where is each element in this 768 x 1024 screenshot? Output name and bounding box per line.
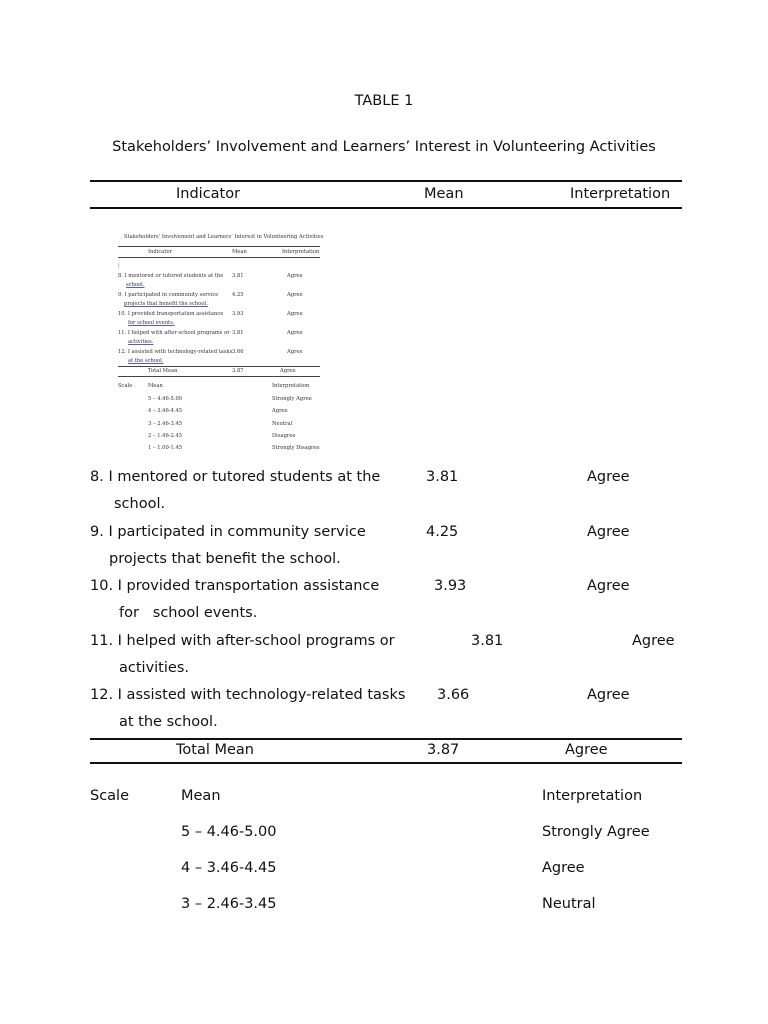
- thumb-total-label: Total Mean: [148, 368, 178, 374]
- table-thumbnail-image: Stakeholders’ Involvement and Learners’ Interest in Volunteering Activities Indicator Mean Interpretation | 8. I mentored or tutored students at the school. 3.81 Agree 9. I participated in community service projects that benefit the school. 4.25 Agree 10. I provided transportation assistance for school events. 3.93 Agree 11. I helped with after-school programs or activities. 3.81 Agree 12. I assisted with technology-related tasks at the school. 3.66 Agree Total Mean 3.87 Agree Scale Mean Interpretation 5 – 4.46-5.00 Strongly Agree 4 – 3.46-4.45 Agree 3 – 2.46-3.45 Neutral 2 – 1.46-2.45 Disagree 1 – 1.00-1.45 Strongly Disagree: [112, 228, 328, 456]
- table-label: TABLE 1: [354, 93, 414, 109]
- row-10-indicator-line1: 10. I provided transportation assistance: [90, 578, 380, 594]
- thumb-total-mean: 3.87: [232, 368, 244, 374]
- header-interpretation: Interpretation: [570, 186, 671, 202]
- scale-5-range: 5 – 4.46-5.00: [181, 824, 277, 840]
- thumb-scale-3-interp: Neutral: [272, 421, 293, 427]
- row-10-indicator-line2: for school events.: [119, 605, 258, 621]
- row-12-mean: 3.66: [437, 687, 470, 703]
- thumb-scale-3-range: 3 – 2.46-3.45: [148, 421, 183, 427]
- thumb-scale-4-range: 4 – 3.46-4.45: [148, 408, 183, 414]
- total-bottom-rule: [90, 762, 682, 764]
- total-mean: 3.87: [427, 742, 460, 758]
- row-11-indicator-line1: 11. I helped with after-school programs or: [90, 633, 395, 649]
- thumb-row-8-line1: 8. I mentored or tutored students at the: [118, 273, 224, 279]
- thumb-row-9-mean: 4.25: [232, 292, 244, 298]
- total-interpretation: Agree: [565, 742, 608, 758]
- total-label: Total Mean: [176, 742, 254, 758]
- row-9-indicator-line1: 9. I participated in community service: [90, 524, 366, 540]
- header-bottom-rule: [90, 207, 682, 209]
- thumb-row-10-line2: for school events.: [128, 320, 175, 326]
- thumb-header-indicator: Indicator: [148, 249, 173, 255]
- thumb-row-8-mean: 3.81: [232, 273, 244, 279]
- scale-3-range: 3 – 2.46-3.45: [181, 896, 277, 912]
- thumb-title: Stakeholders’ Involvement and Learners’ Interest in Volunteering Activities: [124, 234, 324, 240]
- thumb-row-8-interp: Agree: [287, 273, 303, 279]
- row-12-interpretation: Agree: [587, 687, 630, 703]
- scale-4-range: 4 – 3.46-4.45: [181, 860, 277, 876]
- thumb-scale-5-range: 5 – 4.46-5.00: [148, 396, 183, 402]
- scale-3-interpretation: Neutral: [542, 896, 596, 912]
- thumb-row-12-line1: 12. I assisted with technology-related tasks: [118, 349, 233, 355]
- header-indicator: Indicator: [176, 186, 241, 202]
- table-title: Stakeholders’ Involvement and Learners’ Interest in Volunteering Activities: [112, 139, 656, 155]
- thumb-scale-interp-header: Interpretation: [272, 383, 310, 389]
- thumb-scale-2-interp: Disagree: [272, 433, 296, 439]
- thumb-scale-1-range: 1 – 1.00-1.45: [148, 445, 183, 451]
- thumb-row-8-line2: school.: [126, 282, 145, 288]
- thumb-row-11-line2: activities.: [128, 339, 154, 345]
- thumb-row-10-line1: 10. I provided transportation assistance: [118, 311, 224, 317]
- row-8-indicator-line2: school.: [114, 496, 166, 512]
- thumb-row-11-interp: Agree: [287, 330, 303, 336]
- thumb-scale-header: Scale: [118, 383, 133, 389]
- row-9-mean: 4.25: [426, 524, 459, 540]
- row-9-indicator-line2: projects that benefit the school.: [109, 551, 341, 567]
- thumb-scale-4-interp: Agree: [272, 408, 288, 414]
- thumb-row-12-interp: Agree: [287, 349, 303, 355]
- thumb-scale-1-interp: Strongly Disagree: [272, 445, 320, 451]
- row-12-indicator-line2: at the school.: [119, 714, 218, 730]
- header-mean: Mean: [424, 186, 464, 202]
- row-8-mean: 3.81: [426, 469, 459, 485]
- row-8-indicator-line1: 8. I mentored or tutored students at the: [90, 469, 381, 485]
- thumb-total-interp: Agree: [280, 368, 296, 374]
- scale-interpretation-header: Interpretation: [542, 788, 643, 804]
- row-8-interpretation: Agree: [587, 469, 630, 485]
- thumb-scale-5-interp: Strongly Agree: [272, 396, 312, 402]
- row-12-indicator-line1: 12. I assisted with technology-related tasks: [90, 687, 406, 703]
- thumb-row-10-interp: Agree: [287, 311, 303, 317]
- thumb-header-mean: Mean: [232, 249, 247, 255]
- thumb-row-10-mean: 3.93: [232, 311, 244, 317]
- row-10-mean: 3.93: [434, 578, 467, 594]
- thumb-header-interp: Interpretation: [282, 249, 320, 255]
- row-10-interpretation: Agree: [587, 578, 630, 594]
- scale-4-interpretation: Agree: [542, 860, 585, 876]
- row-11-mean: 3.81: [471, 633, 504, 649]
- scale-mean-header: Mean: [181, 788, 221, 804]
- thumb-row-12-mean: 3.66: [232, 349, 244, 355]
- thumb-scale-2-range: 2 – 1.46-2.45: [148, 433, 183, 439]
- thumb-row-9-interp: Agree: [287, 292, 303, 298]
- scale-5-interpretation: Strongly Agree: [542, 824, 650, 840]
- row-9-interpretation: Agree: [587, 524, 630, 540]
- row-11-indicator-line2: activities.: [119, 660, 189, 676]
- thumb-row-11-line1: 11. I helped with after-school programs or: [118, 330, 230, 336]
- thumb-row-9-line2: projects that benefit the school.: [124, 301, 208, 307]
- thumb-row-9-line1: 9. I participated in community service: [118, 292, 219, 298]
- header-top-rule: [90, 180, 682, 182]
- total-top-rule: [90, 738, 682, 740]
- row-11-interpretation: Agree: [632, 633, 675, 649]
- scale-header: Scale: [90, 788, 130, 804]
- thumb-row-11-mean: 3.81: [232, 330, 244, 336]
- thumb-row-12-line2: at the school.: [128, 358, 164, 364]
- thumb-scale-mean-header: Mean: [148, 383, 163, 389]
